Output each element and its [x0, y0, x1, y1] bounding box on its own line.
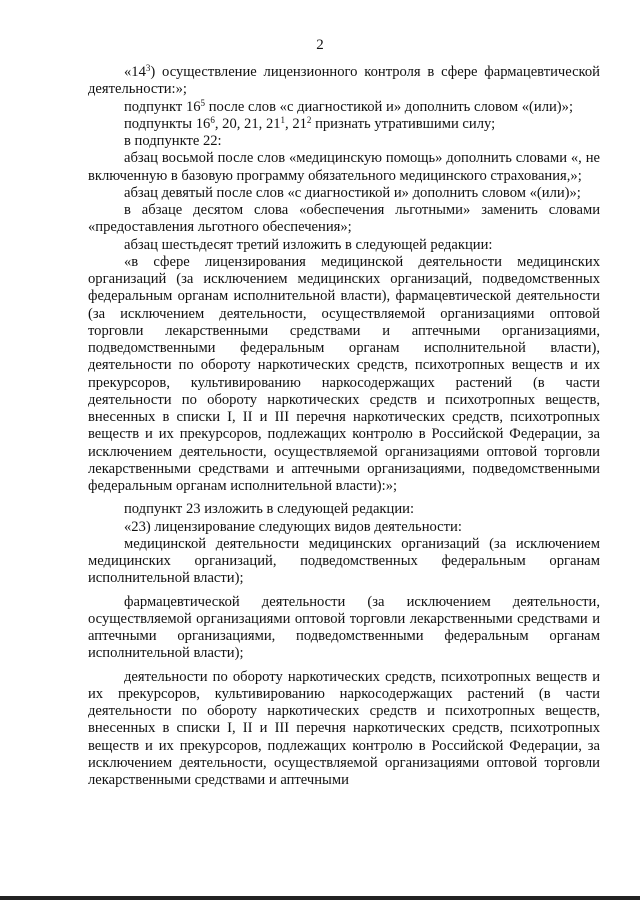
paragraph: «23) лицензирование следующих видов деятельности: — [124, 518, 462, 535]
paragraph-text: после слов «с диагностикой и» дополнить словом «(или)»; — [205, 98, 574, 115]
paragraph-text: признать утратившими силу; — [311, 115, 496, 132]
paragraph: фармацевтической деятельности (за исключением деятельности, осуществляемой организациями оптовой торговли лекарственными средствами и аптечными организациями, подведомственными федеральным органам исполнительной власти); — [88, 593, 600, 662]
paragraph: в абзаце десятом слова «обеспечения льготными» заменить словами «предоставления льготного обеспечения»; — [88, 202, 600, 236]
paragraph-text: , 21 — [285, 115, 307, 132]
superscript: 6 — [210, 114, 215, 125]
paragraph: «в сфере лицензирования медицинской деятельности медицинских организаций (за исключением медицинских организаций, подведомственных федеральным органам исполнительной власти), фармацевтической деятельности (за исключением деятельности, осуществляемой организациями оптовой торговли лекарственными средствами и аптечными организациями, подведомственными федеральным органам исполнительной власти), деятельности по обороту наркотических средств, психотропных веществ и их прекурсоров, культивированию наркосодержащих растений (в части деятельности по обороту наркотических средств и психотропных веществ, внесенных в списки I, II и III перечня наркотических средств, психотропных веществ и их прекурсоров, подлежащих контролю в Российской Федерации, за исключением деятельности, осуществляемой организациями оптовой торговли лекарственными средствами и аптечными организациями, подведомственными федеральным органам исполнительной власти):»; — [88, 253, 600, 494]
superscript: 1 — [280, 114, 286, 125]
superscript: 3 — [145, 63, 151, 73]
superscript: 2 — [306, 114, 312, 125]
paragraph-text: «14 — [124, 64, 146, 80]
paragraph-void-subitems — [88, 116, 600, 133]
paragraph-14-3 — [88, 64, 600, 99]
paragraph-text: ) осуществление лицензионного контроля в сфере фармацевтической деятельности:»; — [88, 64, 600, 98]
superscript: 5 — [200, 97, 206, 108]
paragraph: деятельности по обороту наркотических средств, психотропных веществ и их прекурсоров, культивированию наркосодержащих растений (в части деятельности по обороту наркотических средств и психотропных веществ, внесенных в списки I, II и III перечня наркотических средств, психотропных веществ и их прекурсоров, подлежащих контролю в Российской Федерации, за исключением деятельности, осуществляемой организациями оптовой торговли лекарственными средствами и аптечными — [88, 668, 600, 788]
page-number: 2 — [316, 37, 324, 53]
paragraph-text: подпункты 16 — [124, 115, 211, 132]
document-body — [88, 64, 600, 789]
paragraph: абзац девятый после слов «с диагностикой и» дополнить словом «(или)»; — [124, 184, 581, 201]
scan-bottom-edge — [0, 896, 640, 900]
paragraph-subitem-16-5 — [88, 99, 600, 116]
paragraph-text: подпункт 16 — [124, 98, 201, 115]
paragraph: в подпункте 22: — [124, 133, 222, 149]
paragraph-text: , 20, 21, 21 — [214, 115, 281, 132]
paragraph: абзац восьмой после слов «медицинскую помощь» дополнить словами «, не включенную в базовую программу обязательного медицинского страхования,»; — [88, 150, 600, 184]
paragraph: медицинской деятельности медицинских организаций (за исключением медицинских организаций, подведомственных федеральным органам исполнительной власти); — [88, 535, 600, 587]
paragraph: подпункт 23 изложить в следующей редакции: — [124, 501, 415, 518]
paragraph: абзац шестьдесят третий изложить в следующей редакции: — [124, 236, 493, 253]
